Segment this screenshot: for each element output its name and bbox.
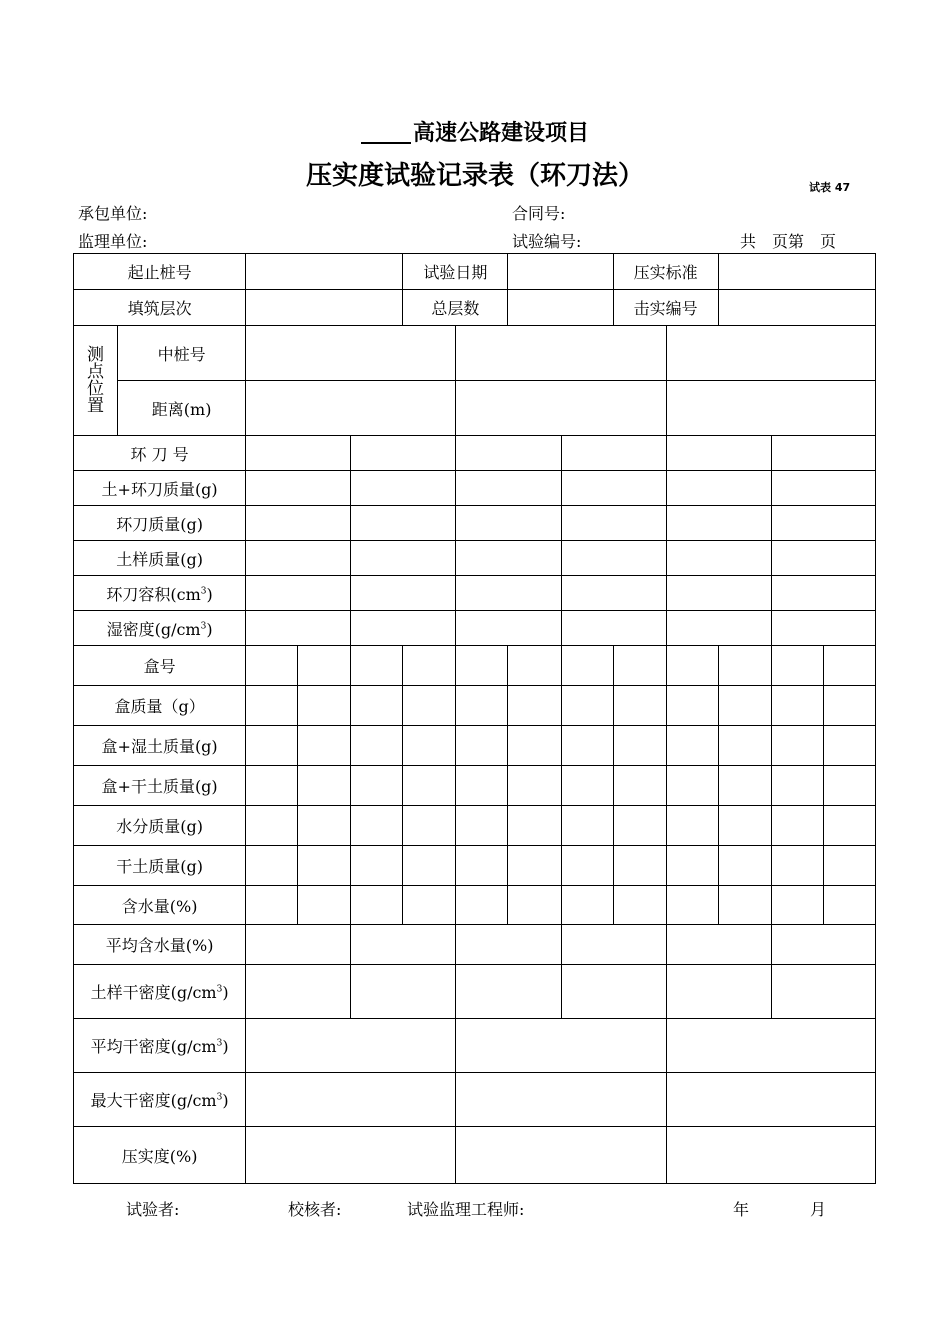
data-cell[interactable] xyxy=(246,576,351,611)
test-no-label: 试验编号: xyxy=(512,232,582,251)
data-cell[interactable] xyxy=(456,611,561,646)
box-cell[interactable] xyxy=(298,846,351,886)
data-cell[interactable] xyxy=(351,541,456,576)
data-cell[interactable] xyxy=(666,1019,875,1073)
table-row xyxy=(74,254,876,290)
box-cell[interactable] xyxy=(456,766,508,806)
data-cell[interactable] xyxy=(666,541,771,576)
data-cell[interactable] xyxy=(666,925,771,965)
box-cell[interactable] xyxy=(771,646,823,686)
record-table xyxy=(73,253,876,1184)
box-cell[interactable] xyxy=(351,886,403,925)
table-row xyxy=(74,381,876,436)
soil-mass-label: 土样质量(g) xyxy=(74,541,246,576)
box-cell[interactable] xyxy=(298,806,351,846)
supervisor-engineer-label: 试验监理工程师: xyxy=(407,1200,525,1219)
data-cell[interactable] xyxy=(456,471,561,506)
table-row xyxy=(74,1127,876,1184)
ring-mass-label: 环刀质量(g) xyxy=(74,506,246,541)
table-row xyxy=(74,1073,876,1127)
distance-cell[interactable] xyxy=(666,381,875,436)
box-cell[interactable] xyxy=(561,806,613,846)
box-cell[interactable] xyxy=(771,686,823,726)
table-row xyxy=(74,576,876,611)
box-cell[interactable] xyxy=(246,686,298,726)
box-cell[interactable] xyxy=(298,726,351,766)
avg-moisture-label: 平均含水量(%) xyxy=(74,925,246,965)
box-cell[interactable] xyxy=(403,766,456,806)
box-cell[interactable] xyxy=(351,646,403,686)
box-cell[interactable] xyxy=(613,766,666,806)
box-cell[interactable] xyxy=(613,886,666,925)
data-cell[interactable] xyxy=(561,541,666,576)
box-cell[interactable] xyxy=(403,886,456,925)
ring-no-cell[interactable] xyxy=(456,436,561,471)
table-row xyxy=(74,925,876,965)
ring-no-cell[interactable] xyxy=(771,436,875,471)
box-cell[interactable] xyxy=(561,846,613,886)
data-cell[interactable] xyxy=(456,541,561,576)
box-cell[interactable] xyxy=(508,686,561,726)
box-cell[interactable] xyxy=(246,846,298,886)
table-row xyxy=(74,471,876,506)
distance-cell[interactable] xyxy=(246,381,456,436)
data-cell[interactable] xyxy=(351,965,456,1019)
box-cell[interactable] xyxy=(823,846,875,886)
box-cell[interactable] xyxy=(561,766,613,806)
box-cell[interactable] xyxy=(456,886,508,925)
box-cell[interactable] xyxy=(403,726,456,766)
contract-no-label: 合同号: xyxy=(512,204,566,223)
wet-density-label: 湿密度$(g/cm^3)$ xyxy=(74,611,246,646)
box-cell[interactable] xyxy=(351,846,403,886)
box-cell[interactable] xyxy=(666,646,718,686)
data-cell[interactable] xyxy=(456,1127,666,1184)
test-date-cell[interactable] xyxy=(508,254,613,290)
form-title: 压实度试验记录表（环刀法） xyxy=(305,161,644,191)
data-cell[interactable] xyxy=(561,611,666,646)
ring-no-cell[interactable] xyxy=(561,436,666,471)
data-cell[interactable] xyxy=(561,471,666,506)
ring-no-cell[interactable] xyxy=(246,436,351,471)
pile-range-label: 起止桩号 xyxy=(74,254,246,290)
water-mass-label: 水分质量(g) xyxy=(74,806,246,846)
data-cell[interactable] xyxy=(771,611,875,646)
box-cell[interactable] xyxy=(613,846,666,886)
soil-ring-mass-label: 土+环刀质量(g) xyxy=(74,471,246,506)
box-cell[interactable] xyxy=(666,726,718,766)
data-cell[interactable] xyxy=(666,1073,875,1127)
box-cell[interactable] xyxy=(403,806,456,846)
box-cell[interactable] xyxy=(508,726,561,766)
data-cell[interactable] xyxy=(666,965,771,1019)
test-date-label: 试验日期 xyxy=(403,254,508,290)
data-cell[interactable] xyxy=(246,1127,456,1184)
center-pile-label: 中桩号 xyxy=(118,326,246,381)
year-label: 年 xyxy=(733,1200,750,1219)
box-dry-mass-label: 盒+干土质量(g) xyxy=(74,766,246,806)
data-cell[interactable] xyxy=(666,611,771,646)
data-cell[interactable] xyxy=(561,925,666,965)
table-row xyxy=(74,611,876,646)
box-cell[interactable] xyxy=(456,686,508,726)
project-title: 高速公路建设项目 xyxy=(0,116,950,147)
page-count-label: 共 页第 页 xyxy=(740,232,837,251)
box-cell[interactable] xyxy=(771,726,823,766)
box-cell[interactable] xyxy=(508,766,561,806)
box-cell[interactable] xyxy=(456,806,508,846)
data-cell[interactable] xyxy=(351,611,456,646)
box-cell[interactable] xyxy=(666,686,718,726)
fill-layer-label: 填筑层次 xyxy=(74,290,246,326)
data-cell[interactable] xyxy=(456,965,561,1019)
box-cell[interactable] xyxy=(823,686,875,726)
total-layers-cell[interactable] xyxy=(508,290,613,326)
data-cell[interactable] xyxy=(351,925,456,965)
box-cell[interactable] xyxy=(508,886,561,925)
box-cell[interactable] xyxy=(823,726,875,766)
table-row xyxy=(74,326,876,381)
table-row xyxy=(74,965,876,1019)
data-cell[interactable] xyxy=(246,541,351,576)
box-cell[interactable] xyxy=(246,646,298,686)
center-pile-cell[interactable] xyxy=(246,326,456,381)
data-cell[interactable] xyxy=(561,506,666,541)
box-cell[interactable] xyxy=(298,886,351,925)
table-row xyxy=(74,686,876,726)
box-cell[interactable] xyxy=(508,646,561,686)
table-row xyxy=(74,766,876,806)
supervisor-label: 监理单位: xyxy=(78,232,148,251)
box-cell[interactable] xyxy=(771,846,823,886)
box-no-label: 盒号 xyxy=(74,646,246,686)
fill-layer-cell[interactable] xyxy=(246,290,403,326)
table-row xyxy=(74,506,876,541)
data-cell[interactable] xyxy=(771,965,875,1019)
data-cell[interactable] xyxy=(246,611,351,646)
data-cell[interactable] xyxy=(456,1073,666,1127)
box-cell[interactable] xyxy=(718,886,771,925)
ring-no-label: 环 刀 号 xyxy=(74,436,246,471)
data-cell[interactable] xyxy=(561,576,666,611)
box-cell[interactable] xyxy=(666,766,718,806)
box-cell[interactable] xyxy=(456,726,508,766)
box-cell[interactable] xyxy=(351,766,403,806)
compaction-standard-cell[interactable] xyxy=(718,254,875,290)
data-cell[interactable] xyxy=(666,1127,875,1184)
month-label: 月 xyxy=(810,1200,827,1219)
pile-range-cell[interactable] xyxy=(246,254,403,290)
data-cell[interactable] xyxy=(246,1019,456,1073)
box-cell[interactable] xyxy=(771,886,823,925)
dry-soil-mass-label: 干土质量(g) xyxy=(74,846,246,886)
box-cell[interactable] xyxy=(613,646,666,686)
box-wet-mass-label: 盒+湿土质量(g) xyxy=(74,726,246,766)
box-cell[interactable] xyxy=(771,806,823,846)
ring-volume-label: 环刀容积$(cm^3)$ xyxy=(74,576,246,611)
data-cell[interactable] xyxy=(771,506,875,541)
data-cell[interactable] xyxy=(666,576,771,611)
compaction-no-cell[interactable] xyxy=(718,290,875,326)
box-cell[interactable] xyxy=(246,806,298,846)
box-cell[interactable] xyxy=(666,846,718,886)
box-cell[interactable] xyxy=(351,806,403,846)
tester-label: 试验者: xyxy=(126,1200,180,1219)
box-cell[interactable] xyxy=(613,686,666,726)
box-cell[interactable] xyxy=(666,886,718,925)
distance-label: 距离(m) xyxy=(118,381,246,436)
compaction-standard-label: 压实标准 xyxy=(613,254,718,290)
data-cell[interactable] xyxy=(246,1073,456,1127)
avg-dry-density-label: 平均干密度$(g/cm^3)$ xyxy=(74,1019,246,1073)
box-cell[interactable] xyxy=(561,726,613,766)
data-cell[interactable] xyxy=(246,506,351,541)
dry-density-label: 土样干密度$(g/cm^3)$ xyxy=(74,965,246,1019)
table-row xyxy=(74,1019,876,1073)
box-cell[interactable] xyxy=(298,646,351,686)
data-cell[interactable] xyxy=(351,506,456,541)
table-row xyxy=(74,290,876,326)
box-cell[interactable] xyxy=(613,806,666,846)
data-cell[interactable] xyxy=(456,925,561,965)
center-pile-cell[interactable] xyxy=(666,326,875,381)
box-mass-label: 盒质量（g） xyxy=(74,686,246,726)
compaction-no-label: 击实编号 xyxy=(613,290,718,326)
box-cell[interactable] xyxy=(403,646,456,686)
table-row xyxy=(74,846,876,886)
moisture-label: 含水量(%) xyxy=(74,886,246,925)
box-cell[interactable] xyxy=(403,846,456,886)
box-cell[interactable] xyxy=(456,646,508,686)
table-row xyxy=(74,886,876,925)
box-cell[interactable] xyxy=(666,806,718,846)
box-cell[interactable] xyxy=(246,766,298,806)
center-pile-cell[interactable] xyxy=(456,326,666,381)
box-cell[interactable] xyxy=(823,806,875,846)
data-cell[interactable] xyxy=(771,541,875,576)
table-row xyxy=(74,436,876,471)
box-cell[interactable] xyxy=(718,806,771,846)
box-cell[interactable] xyxy=(823,886,875,925)
data-cell[interactable] xyxy=(351,471,456,506)
table-row xyxy=(74,646,876,686)
point-position-label: 测点位置 xyxy=(74,326,118,436)
box-cell[interactable] xyxy=(613,726,666,766)
box-cell[interactable] xyxy=(508,846,561,886)
data-cell[interactable] xyxy=(456,576,561,611)
box-cell[interactable] xyxy=(561,886,613,925)
data-cell[interactable] xyxy=(246,471,351,506)
box-cell[interactable] xyxy=(771,766,823,806)
checker-label: 校核者: xyxy=(288,1200,342,1219)
max-dry-density-label: 最大干密度$(g/cm^3)$ xyxy=(74,1073,246,1127)
box-cell[interactable] xyxy=(351,726,403,766)
box-cell[interactable] xyxy=(298,766,351,806)
box-cell[interactable] xyxy=(456,846,508,886)
data-cell[interactable] xyxy=(351,576,456,611)
box-cell[interactable] xyxy=(718,686,771,726)
compaction-degree-label: 压实度(%) xyxy=(74,1127,246,1184)
data-cell[interactable] xyxy=(771,576,875,611)
data-cell[interactable] xyxy=(561,965,666,1019)
ring-no-cell[interactable] xyxy=(666,436,771,471)
data-cell[interactable] xyxy=(456,506,561,541)
ring-no-cell[interactable] xyxy=(351,436,456,471)
total-layers-label: 总层数 xyxy=(403,290,508,326)
box-cell[interactable] xyxy=(718,726,771,766)
box-cell[interactable] xyxy=(561,646,613,686)
box-cell[interactable] xyxy=(508,806,561,846)
project-name-blank xyxy=(361,120,411,144)
contractor-label: 承包单位: xyxy=(78,204,148,223)
data-cell[interactable] xyxy=(771,925,875,965)
box-cell[interactable] xyxy=(351,686,403,726)
table-row xyxy=(74,541,876,576)
data-cell[interactable] xyxy=(666,506,771,541)
box-cell[interactable] xyxy=(246,726,298,766)
box-cell[interactable] xyxy=(823,766,875,806)
box-cell[interactable] xyxy=(718,646,771,686)
box-cell[interactable] xyxy=(718,846,771,886)
data-cell[interactable] xyxy=(666,471,771,506)
box-cell[interactable] xyxy=(403,686,456,726)
distance-cell[interactable] xyxy=(456,381,666,436)
box-cell[interactable] xyxy=(561,686,613,726)
table-row xyxy=(74,726,876,766)
data-cell[interactable] xyxy=(246,925,351,965)
data-cell[interactable] xyxy=(456,1019,666,1073)
box-cell[interactable] xyxy=(246,886,298,925)
data-cell[interactable] xyxy=(246,965,351,1019)
box-cell[interactable] xyxy=(823,646,875,686)
box-cell[interactable] xyxy=(718,766,771,806)
form-number: 试表 47 xyxy=(809,181,851,194)
data-cell[interactable] xyxy=(771,471,875,506)
table-row xyxy=(74,806,876,846)
box-cell[interactable] xyxy=(298,686,351,726)
